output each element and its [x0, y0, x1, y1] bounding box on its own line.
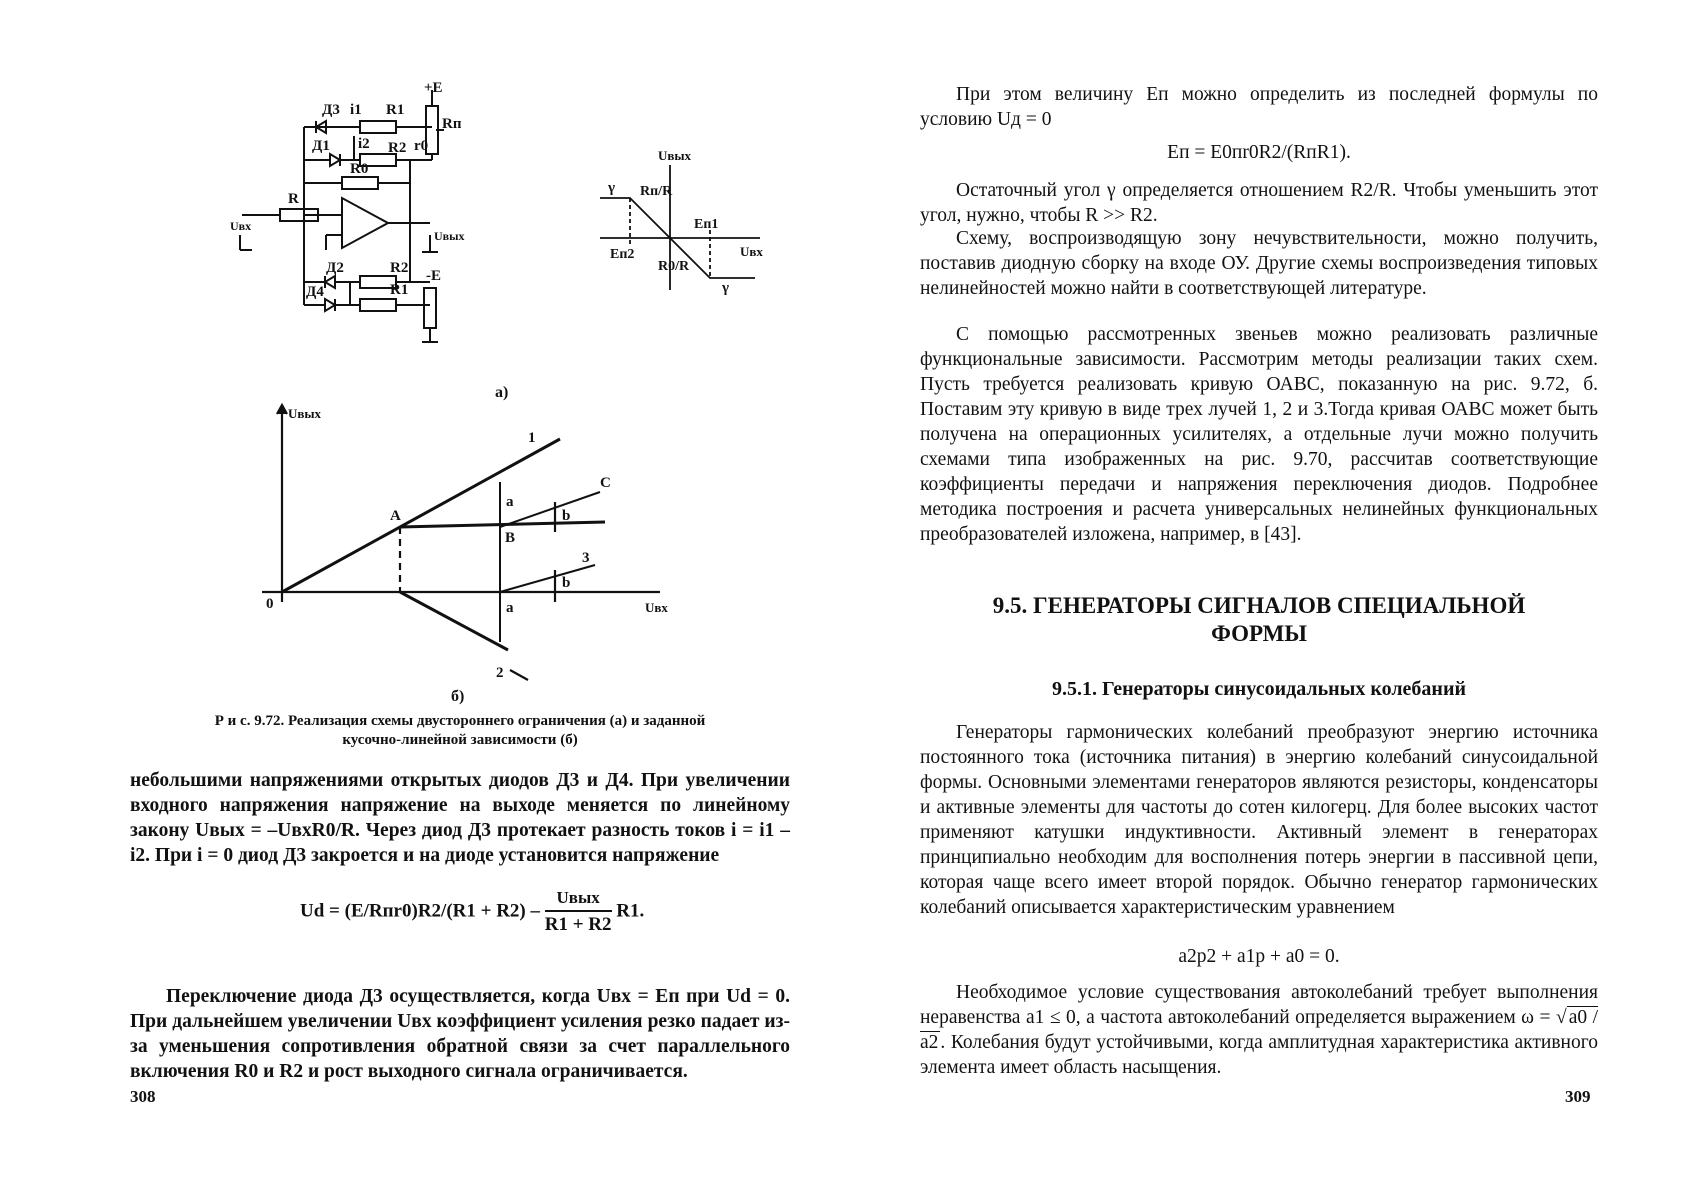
label-d4: Д4: [306, 284, 324, 300]
transfer-rn-r: Rп/R: [640, 184, 673, 199]
label-r2-bottom: R2: [390, 260, 409, 276]
label-r1-bottom: R1: [390, 282, 409, 298]
transfer-gamma-left: γ: [608, 180, 616, 196]
right-formula-1: Eп = E0пr0R2/(RпR1).: [1167, 142, 1351, 163]
left-page: [0, 0, 840, 1191]
section-heading-line-1: 9.5. ГЕНЕРАТОРЫ СИГНАЛОВ СПЕЦИАЛЬНОЙ: [992, 593, 1526, 618]
transfer-u-in: Uвх: [740, 244, 763, 259]
plot-mark-a-bottom: a: [506, 600, 514, 616]
plot-point-a: A: [390, 508, 401, 524]
subsection-heading: 9.5.1. Генераторы синусоидальных колебаний: [1052, 678, 1466, 700]
label-r0-small: r0: [414, 138, 429, 154]
figure-b-label: б): [451, 688, 465, 705]
left-formula: [300, 888, 740, 936]
figure-a-label: а): [495, 384, 509, 401]
plot-point-c: C: [600, 475, 611, 491]
sqrt-expression: a0 / a2: [920, 1007, 1598, 1053]
formula-tail: R1.: [616, 900, 645, 922]
right-page: [880, 0, 1683, 1191]
transfer-u-out: Uвых: [658, 150, 692, 163]
label-r2-top: R2: [388, 140, 407, 156]
circuit-diagram: [230, 80, 530, 380]
plot-ray-1: 1: [528, 430, 536, 446]
figure-caption: [130, 712, 790, 750]
label-plus-e: +E: [424, 80, 443, 96]
plot-mark-b-bottom: b: [562, 575, 571, 591]
sqrt-symbol: √: [1555, 1007, 1567, 1028]
plot-y-label: Uвых: [288, 406, 322, 421]
label-d3: Д3: [322, 102, 340, 118]
transfer-characteristic: [590, 150, 770, 300]
caption-line-1: Р и с. 9.72. Реализация схемы двустороннего ограничения (а) и заданной: [214, 713, 706, 729]
left-paragraph-2: Переключение диода Д3 осуществляется, когда Uвх = Eп при Ud = 0. При дальнейшем увеличении Uвх коэффициент усиления резко падает из-за уменьшения сопротивления обратной связи за счет параллельного включения R0 и R2 и рост выходного сигнала ограничивается.: [130, 986, 790, 1082]
label-r: R: [288, 191, 299, 207]
label-d1: Д1: [312, 138, 330, 154]
label-rn: Rп: [442, 116, 462, 132]
paragraph-6-end: . Колебания будут устойчивыми, когда амплитудная характеристика активного элемента имеет область насыщения.: [920, 1032, 1598, 1078]
plot-origin: 0: [266, 596, 274, 612]
transfer-en2: Eп2: [610, 247, 635, 262]
formula-numerator: Uвых: [545, 888, 612, 912]
plot-point-b: B: [505, 530, 516, 546]
label-r1-top: R1: [386, 102, 405, 118]
paragraph-6-start: Необходимое условие существования автоколебаний требует выполнения неравенства a1 ≤ 0, а частота автоколебаний определяется выражением ω =: [920, 982, 1598, 1028]
right-page-number: 309: [1565, 1087, 1591, 1106]
right-paragraph-1: При этом величину Eп можно определить из последней формулы по условию Uд = 0: [920, 84, 1598, 130]
plot-ray-3: 3: [582, 550, 590, 566]
label-minus-e: -E: [426, 268, 441, 284]
left-page-number: 308: [130, 1087, 156, 1106]
transfer-en1: Eп1: [694, 217, 719, 232]
plot-mark-a-top: a: [506, 494, 514, 510]
formula-left-part: Ud = (E/Rпr0)R2/(R1 + R2) –: [300, 900, 540, 922]
formula-fraction: [545, 888, 612, 936]
right-paragraph-5: Генераторы гармонических колебаний преобразуют энергию источника постоянного тока (источника питания) в энергию колебаний синусоидальной формы. Основными элементами генераторов являются резисторы, конденсаторы и активные элементы для частоты до сотен килогерц. Для более высоких частот применяют катушки индуктивности. Активный элемент в генераторах принципиально необходим для восполнения потерь энергии в пассивной цепи, которая чаще всего имеет второй порядок. Обычно генератор гармонических колебаний описывается характеристическим уравнением: [920, 722, 1598, 918]
transfer-gamma-right: γ: [722, 280, 730, 296]
right-paragraph-6: [920, 980, 1598, 1080]
label-u-in: Uвх: [230, 219, 252, 233]
right-formula-2: a2p2 + a1p + a0 = 0.: [1178, 946, 1340, 967]
section-heading-line-2: ФОРМЫ: [1211, 621, 1307, 646]
formula-denominator: R1 + R2: [544, 914, 612, 935]
label-i1: i1: [350, 102, 362, 118]
label-r0: R0: [350, 161, 369, 177]
piecewise-plot: [260, 402, 700, 692]
transfer-r0-r: R0/R: [658, 259, 690, 274]
right-paragraph-2: Остаточный угол γ определяется отношением R2/R. Чтобы уменьшить этот угол, нужно, чтобы R >> R2.: [920, 180, 1598, 226]
section-heading: [920, 592, 1598, 648]
label-u-out: Uвых: [434, 229, 465, 243]
label-d2: Д2: [326, 260, 344, 276]
plot-ray-2: 2: [496, 665, 504, 681]
caption-line-2: кусочно-линейной зависимости (б): [342, 732, 578, 748]
left-paragraph-1: небольшими напряжениями открытых диодов Д3 и Д4. При увеличении входного напряжения напряжение на выходе меняется по линейному закону Uвых = –UвхR0/R. Через диод Д3 протекает разность токов i = i1 – i2. При i = 0 диод Д3 закроется и на диоде установится напряжение: [130, 770, 790, 866]
right-paragraph-3: Схему, воспроизводящую зону нечувствительности, можно получить, поставив диодную сборку на входе ОУ. Другие схемы воспроизведения типовых нелинейностей можно найти в соответствующей литературе.: [920, 228, 1598, 299]
right-paragraph-4: С помощью рассмотренных звеньев можно реализовать различные функциональные зависимости. Рассмотрим методы реализации таких схем. Пусть требуется реализовать кривую ОАВС, показанную на рис. 9.72, б. Поставим эту кривую в виде трех лучей 1, 2 и 3.Тогда кривая ОАВС может быть получена на операционных усилителях, а отдельные лучи можно получить схемами типа изображенных на рис. 9.70, рассчитав соответствующие коэффициенты передачи и напряжения переключения диодов. Подробнее методика построения и расчета универсальных нелинейных функциональных преобразователей изложена, например, в [43].: [920, 324, 1598, 545]
plot-mark-b-top: b: [562, 508, 571, 524]
label-i2: i2: [358, 136, 370, 152]
plot-x-label: Uвх: [645, 600, 668, 615]
